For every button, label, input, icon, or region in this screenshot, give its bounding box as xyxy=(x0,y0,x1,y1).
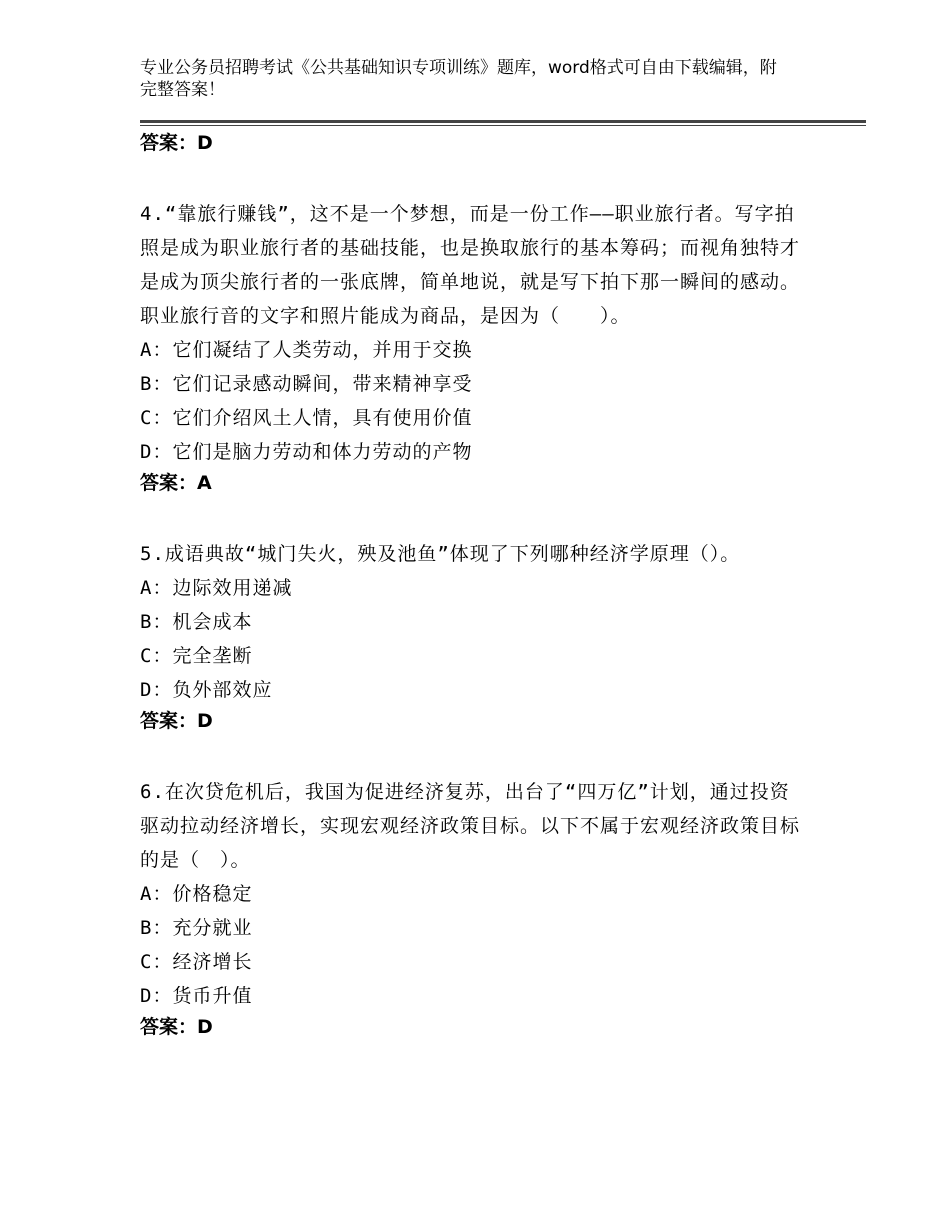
question-6 xyxy=(140,775,800,1047)
option-b: B：它们记录感动瞬间，带来精神享受 xyxy=(140,373,473,395)
header-rule-thick xyxy=(140,120,866,123)
option-b: B：充分就业 xyxy=(140,917,253,939)
option-a: A：边际效用递减 xyxy=(140,577,293,599)
header-rule-thin xyxy=(140,125,866,126)
option-a: A：价格稳定 xyxy=(140,883,253,905)
answer-label: 答案：D xyxy=(140,132,213,154)
option-a: A：它们凝结了人类劳动，并用于交换 xyxy=(140,339,473,361)
option-d: D：它们是脑力劳动和体力劳动的产物 xyxy=(140,441,473,463)
answer-label: 答案：D xyxy=(140,710,213,732)
option-b: B：机会成本 xyxy=(140,611,253,633)
page-header: 专业公务员招聘考试《公共基础知识专项训练》题库，word格式可自由下载编辑，附完整答案！ xyxy=(140,58,777,100)
option-c: C：完全垄断 xyxy=(140,645,253,667)
question-stem: 4.“靠旅行赚钱”，这不是一个梦想，而是一份工作——职业旅行者。写字拍照是成为职业旅行者的基础技能，也是换取旅行的基本筹码；而视角独特才是成为顶尖旅行者的一张底牌，简单地说，就是写下拍下那一瞬间的感动。职业旅行音的文字和照片能成为商品，是因为（ ）。 xyxy=(140,203,801,327)
option-c: C：它们介绍风土人情，具有使用价值 xyxy=(140,407,473,429)
question-5 xyxy=(140,537,800,741)
question-4 xyxy=(140,197,800,503)
option-d: D：负外部效应 xyxy=(140,679,273,701)
answer-label: 答案：D xyxy=(140,1016,213,1038)
answer-label: 答案：A xyxy=(140,472,212,494)
question-stem: 6.在次贷危机后，我国为促进经济复苏，出台了“四万亿”计划，通过投资驱动拉动经济增长，实现宏观经济政策目标。以下不属于宏观经济政策目标的是（ ）。 xyxy=(140,781,801,871)
question-stem: 5.成语典故“城门失火，殃及池鱼”体现了下列哪种经济学原理（）。 xyxy=(140,543,741,565)
option-d: D：货币升值 xyxy=(140,985,253,1007)
question-list xyxy=(140,129,800,1047)
option-c: C：经济增长 xyxy=(140,951,253,973)
